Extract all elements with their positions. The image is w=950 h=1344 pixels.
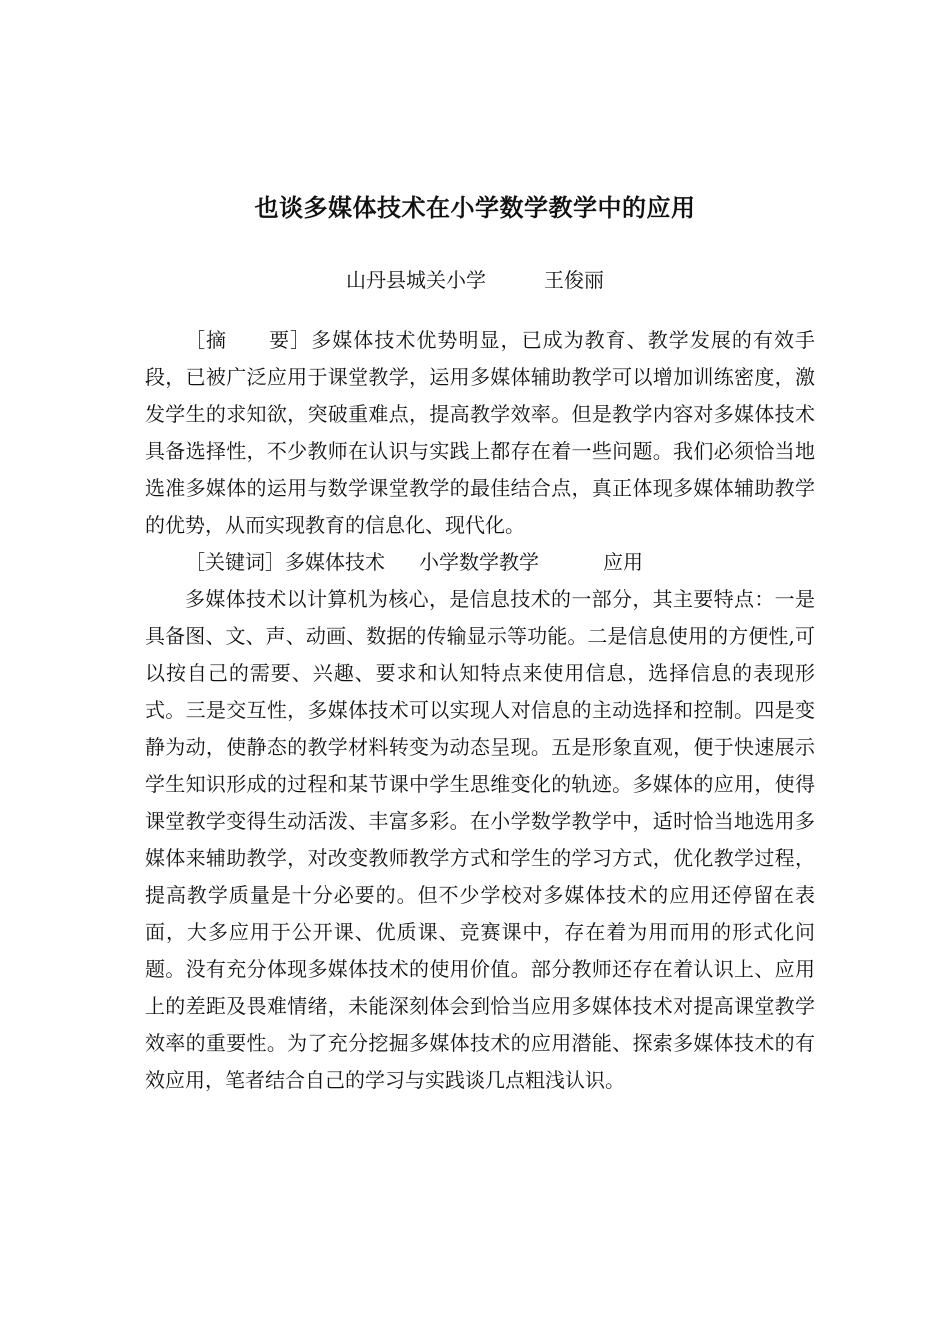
school-name: 山丹县城关小学 — [346, 268, 486, 292]
keyword-2: 小学数学教学 — [419, 550, 539, 574]
keywords-paragraph — [145, 544, 815, 581]
keywords-label: ［关键词］ — [185, 550, 285, 574]
abstract-label: ［摘 要］ — [185, 328, 312, 352]
document-title: 也谈多媒体技术在小学数学教学中的应用 — [254, 194, 696, 222]
author-name: 王俊丽 — [544, 268, 604, 292]
abstract-paragraph — [145, 322, 815, 544]
keyword-3: 应用 — [603, 550, 643, 574]
body-paragraph: 多媒体技术以计算机为核心，是信息技术的一部分，其主要特点：一是具备图、文、声、动画、数据的传输显示等功能。二是信息使用的方便性,可以按自己的需要、兴趣、要求和认知特点来使用信息，选择信息的表现形式。三是交互性，多媒体技术可以实现人对信息的主动选择和控制。四是变静为动，使静态的教学材料转变为动态呈现。五是形象直观，便于快速展示学生知识形成的过程和某节课中学生思维变化的轨迹。多媒体的应用，使得课堂教学变得生动活泼、丰富多彩。在小学数学教学中，适时恰当地选用多媒体来辅助教学，对改变教师教学方式和学生的学习方式，优化教学过程，提高教学质量是十分必要的。但不少学校对多媒体技术的应用还停留在表面，大多应用于公开课、优质课、竞赛课中，存在着为用而用的形式化问题。没有充分体现多媒体技术的使用价值。部分教师还存在着认识上、应用上的差距及畏难情绪，未能深刻体会到恰当应用多媒体技术对提高课堂教学效率的重要性。为了充分挖掘多媒体技术的应用潜能、探索多媒体技术的有效应用，笔者结合自己的学习与实践谈几点粗浅认识。 — [145, 587, 815, 1092]
keyword-1: 多媒体技术 — [285, 550, 385, 574]
byline — [0, 265, 950, 295]
abstract-text: 多媒体技术优势明显，已成为教育、教学发展的有效手段，已被广泛应用于课堂教学，运用多媒体辅助教学可以增加训练密度，激发学生的求知欲，突破重难点，提高教学效率。但是教学内容对多媒体技术具备选择性，不少教师在认识与实践上都存在着一些问题。我们必须恰当地选准多媒体的运用与数学课堂教学的最佳结合点，真正体现多媒体辅助教学的优势，从而实现教育的信息化、现代化。 — [145, 328, 816, 537]
document-body — [145, 322, 815, 1099]
